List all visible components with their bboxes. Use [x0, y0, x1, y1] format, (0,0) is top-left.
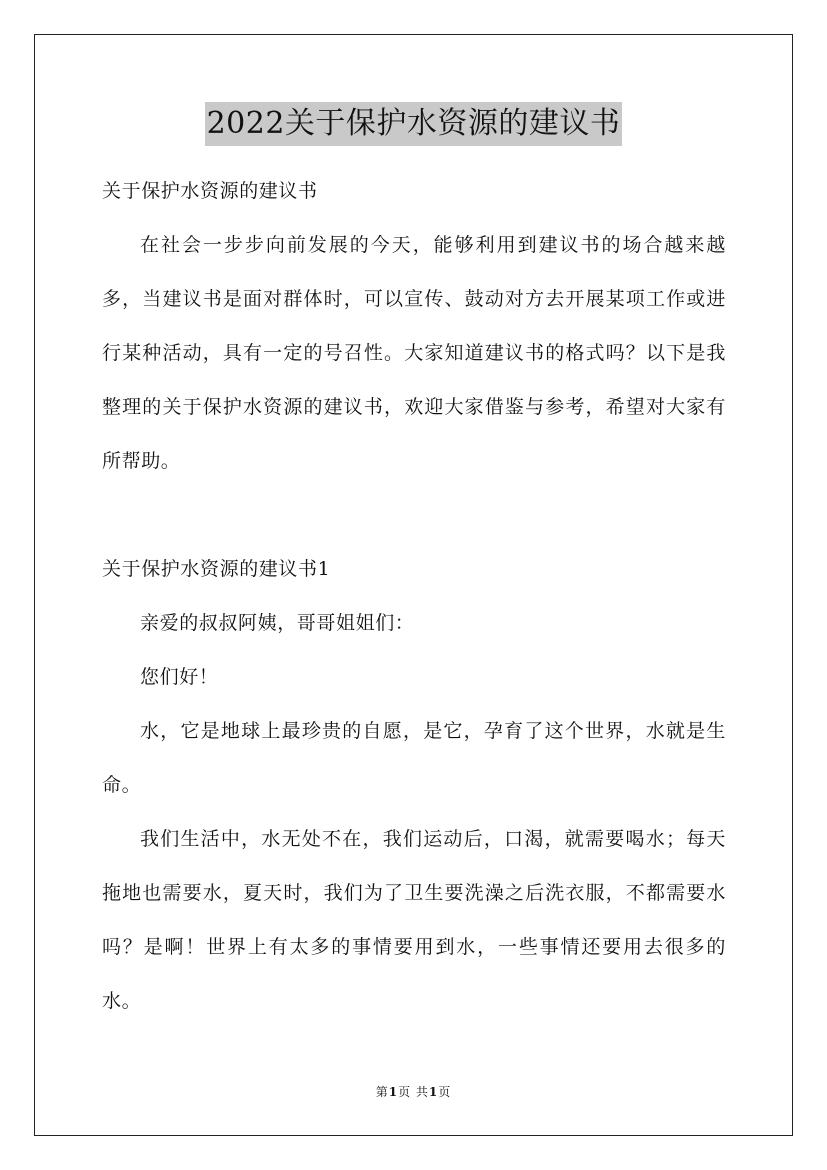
- page-prefix: 第: [375, 1085, 389, 1099]
- salutation: 亲爱的叔叔阿姨，哥哥姐姐们：: [140, 612, 415, 634]
- blank-line: [102, 488, 726, 542]
- page-mid: 页 共: [398, 1085, 429, 1099]
- section-heading: 关于保护水资源的建议书: [102, 180, 318, 202]
- greeting: 您们好！: [140, 666, 219, 688]
- title-container: [0, 102, 827, 146]
- body-paragraph-water-life: 水，它是地球上最珍贵的自愿，是它，孕育了这个世界，水就是生命。: [102, 720, 726, 796]
- page-current-number: 1: [388, 1085, 399, 1099]
- page-footer: [0, 1082, 827, 1102]
- document-title: 2022关于保护水资源的建议书: [205, 102, 623, 146]
- document-body: [102, 164, 726, 1028]
- page-suffix: 页: [438, 1085, 452, 1099]
- section-heading-1: 关于保护水资源的建议书1: [102, 558, 331, 580]
- page-total-number: 1: [428, 1085, 439, 1099]
- body-paragraph-daily-use: 我们生活中，水无处不在，我们运动后，口渴，就需要喝水；每天拖地也需要水，夏天时，我们为了卫生要洗澡之后洗衣服，不都需要水吗？是啊！世界上有太多的事情要用到水，一些事情还要用去很多的水。: [102, 828, 726, 1012]
- intro-paragraph: 在社会一步步向前发展的今天，能够利用到建议书的场合越来越多，当建议书是面对群体时，可以宣传、鼓动对方去开展某项工作或进行某种活动，具有一定的号召性。大家知道建议书的格式吗？以下是我整理的关于保护水资源的建议书，欢迎大家借鉴与参考，希望对大家有所帮助。: [102, 234, 726, 472]
